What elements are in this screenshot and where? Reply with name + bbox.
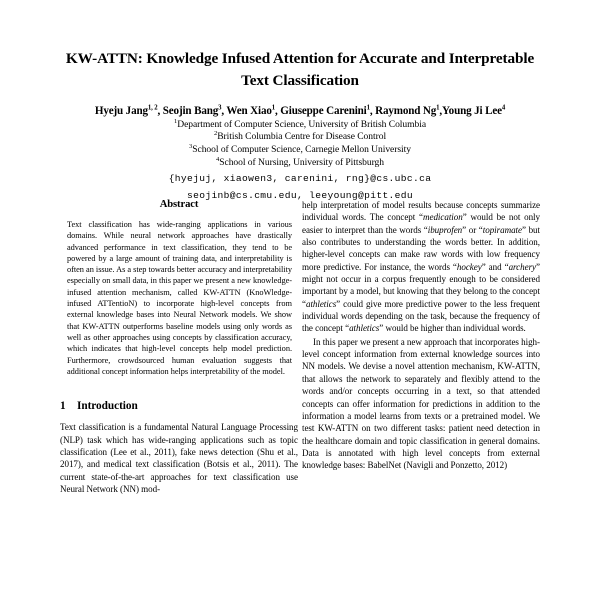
abstract-body bbox=[60, 219, 298, 377]
right-column-paragraph-2: In this paper we present a new approach that incorporates high-level concept information from external knowledge sources into NN models. We devise a novel attention mechanism, KW-ATTN, that allows the network to separately and flexibly attend to the words and/or concepts occurring in a text, so that attended concepts can offer information for predictions in addition to the information a model learns from texts or a pretrained model. We test KW-ATTN on two different tasks: patient need detection in the healthcare domain and topic classification in general domains. Data is annotated with high level concepts from external knowledge bases: BabelNet (Navigli and Ponzetto, 2012) bbox=[302, 336, 540, 471]
left-column bbox=[60, 199, 298, 495]
section-heading-introduction bbox=[60, 400, 298, 412]
section-number: 1 bbox=[60, 400, 66, 413]
right-column-paragraph-continued: help interpretation of model results because concepts summarize individual words. The concept “medication” would be not only easier to interpret than the words “ibuprofen” or “topiramate” but also contributes to understanding the words better. In addition, higher-level concepts can make raw words with low frequency more predictive. For instance, the words “hockey” and “archery” might not occur in a corpus frequently enough to be considered important by a model, but knowing that they belong to the concept “athletics” could give more predictive power to the less frequent individual words depending on the task, because the frequency of the concept “athletics” would be higher than individual words. bbox=[302, 200, 540, 334]
affiliation-1: $^1$Department of Computer Science, University of British Columbia bbox=[173, 117, 427, 130]
title-block bbox=[0, 0, 600, 203]
section-title: Introduction bbox=[77, 400, 138, 413]
email-line-1: {hyejuj, xiaowen3, carenini, rng}@cs.ubc.ca bbox=[168, 173, 432, 185]
affiliation-4: $^4$School of Nursing, University of Pittsburgh bbox=[216, 155, 384, 168]
introduction-paragraph-1: Text classification is a fundamental Natural Language Processing (NLP) task which has wide-ranging applications such as topic classification (Lee et al., 2011), fake news detection (Shu et al., 2017), and medical text classification (Botsis et al., 2011). The current state-of-the-art approaches for text classification use Neural Network (NN) mod- bbox=[60, 422, 298, 494]
body-columns bbox=[0, 199, 600, 495]
author-list: Hyeju Jang$^{1, 2}$, Seojin Bang$^3$, Wen Xiao$^1$, Giuseppe Carenini$^1$, Raymond Ng$^1$,Young Ji Lee$^4$ bbox=[94, 104, 506, 118]
abstract-text: Text classification has wide-ranging applications in various domains. While neural network approaches have drastically advanced performance in text classification, they tend to be powered by a large amount of training data, and interpretability is often an issue. As a step towards better accuracy and interpretability especially on small data, in this paper we present a new knowledge-infused attention mechanism, called KW-ATTN (KnoWledge-infused ATTentioN) to incorporate high-level concepts from external knowledge bases into Neural Network models. We show that KW-ATTN outperforms baseline models using only words as well as other approaches using concepts by classification accuracy, which indicates that high-level concepts help model prediction. Furthermore, crowdsourced human evaluation suggests that additional concept information helps interpretability of the model. bbox=[67, 220, 292, 376]
page-title: KW-ATTN: Knowledge Infused Attention for Accurate and Interpretable Text Classification bbox=[65, 50, 535, 89]
right-column bbox=[302, 199, 540, 495]
abstract-heading: Abstract bbox=[159, 199, 199, 210]
affiliation-3: $^3$School of Computer Science, Carnegie Mellon University bbox=[189, 142, 411, 155]
email-line-2: seojinb@cs.cmu.edu, leeyoung@pitt.edu bbox=[187, 189, 413, 201]
affiliation-2: $^2$British Columbia Centre for Disease Control bbox=[213, 130, 387, 143]
